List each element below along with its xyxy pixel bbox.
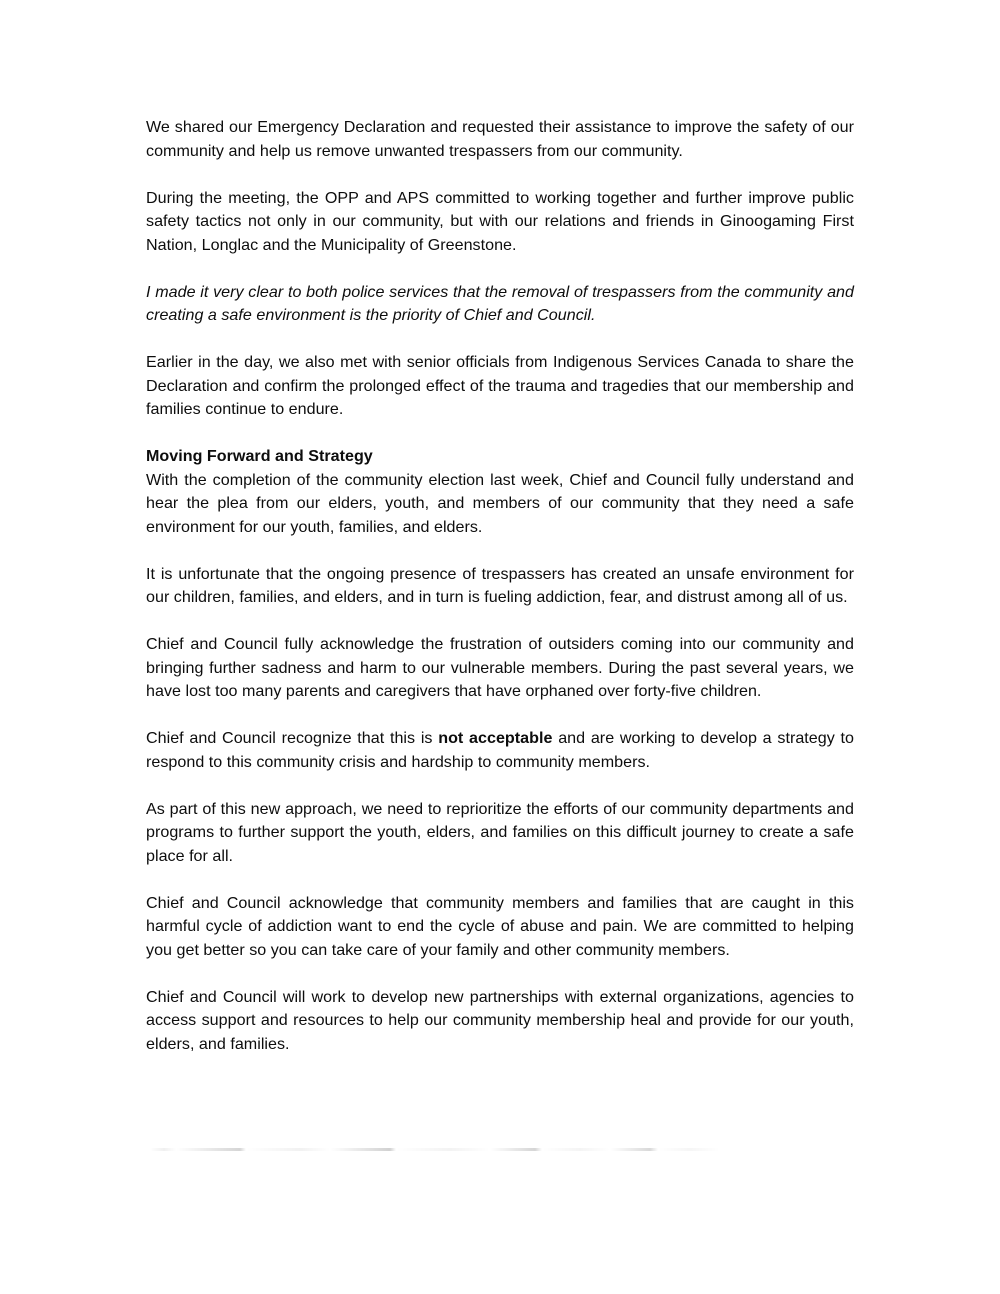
paragraph-not-acceptable-lead-text: Chief and Council recognize that this is [146, 729, 439, 747]
paragraph-emergency-declaration: We shared our Emergency Declaration and requested their assistance to improve the safety of our community and help us remove unwanted trespassers from our community. [146, 118, 854, 160]
emphasis-not-acceptable: not acceptable [438, 729, 553, 747]
paragraph-frustration-of-outsiders: Chief and Council fully acknowledge the frustration of outsiders coming into our community and bringing further sadness and harm to our vulnerable members. During the past several years, we have lost too many parents and caregivers that have orphaned over forty-five children. [146, 635, 854, 700]
paragraph-unsafe-environment: It is unfortunate that the ongoing presence of trespassers has created an unsafe environment for our children, families, and elders, and in turn is fueling addiction, fear, and distrust among all of us. [146, 564, 854, 606]
paragraph-reprioritize-efforts: As part of this new approach, we need to reprioritize the efforts of our community departments and programs to further support the youth, elders, and families on this difficult journey to create a safe place for all. [146, 799, 854, 865]
heading-moving-forward-and-strategy: Moving Forward and Strategy [146, 447, 373, 465]
paragraph-opp-aps-meeting: During the meeting, the OPP and APS committed to working together and further improve public safety tactics not only in our community, but with our relations and friends in Ginoogaming First Nation, Longlac and the Municipality of Greenstone. [146, 188, 854, 254]
paragraph-not-acceptable-trailing-text: and are working to develop a strategy to respond to this community crisis and hardship to community members. [146, 729, 854, 771]
paragraph-indigenous-services-canada: Earlier in the day, we also met with senior officials from Indigenous Services Canada to share the Declaration and confirm the prolonged effect of the trauma and tragedies that our membership and families continue to endure. [146, 353, 854, 418]
paragraph-cycle-of-addiction: Chief and Council acknowledge that community members and families that are caught in this harmful cycle of addiction want to end the cycle of abuse and pain. We are committed to helping you get better so you can take care of your family and other community members. [146, 893, 854, 959]
paragraph-not-acceptable [146, 727, 854, 774]
scan-artifact-edge [150, 1148, 720, 1151]
paragraph-new-partnerships: Chief and Council will work to develop new partnerships with external organizations, agencies to access support and resources to help our community membership heal and provide for our youth, elders, and families. [146, 987, 854, 1053]
document-text-column [146, 116, 854, 1056]
paragraph-removal-of-trespassers-italic: I made it very clear to both police services that the removal of trespassers from the community and creating a safe environment is the priority of Chief and Council. [146, 282, 854, 324]
paragraph-community-election: With the completion of the community election last week, Chief and Council fully understand and hear the plea from our elders, youth, and members of our community that they need a safe environment for our youth, families, and elders. [146, 470, 854, 536]
